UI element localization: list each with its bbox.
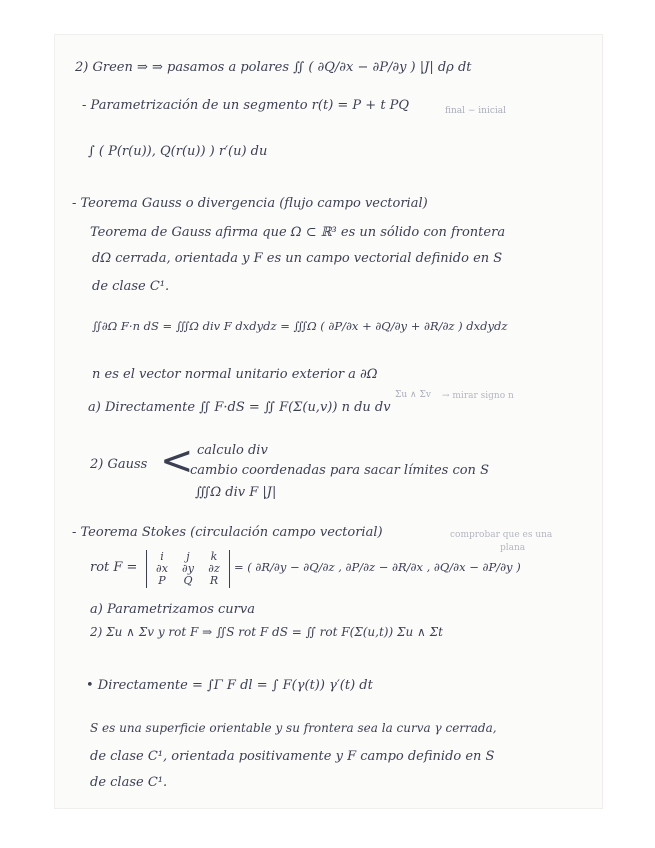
- green-line: 2) Green ⇒ ⇒ pasamos a polares ∬ ( ∂Q/∂x − ∂P/∂y ) |J| dρ dt: [75, 60, 472, 75]
- stokes-heading: - Teorema Stokes (circulación campo vectorial): [72, 525, 383, 540]
- curl-determinant: [146, 550, 230, 588]
- matrix-cell-k: k: [210, 550, 218, 563]
- matrix-cell-p: P: [158, 574, 166, 587]
- line-integral-formula: ∫ ( P(r(u)), Q(r(u)) ) r′(u) du: [88, 144, 268, 159]
- directly-line-integral: • Directamente = ∫Γ F dl = ∫ F(γ(t)) γ′(t) dt: [86, 678, 373, 693]
- curl-components: = ( ∂R/∂y − ∂Q/∂z , ∂P/∂z − ∂R/∂x , ∂Q/∂x − ∂P/∂y ): [234, 560, 521, 574]
- stokes-hypothesis-2: de clase C¹, orientada positivamente y F campo definido en S: [90, 749, 495, 764]
- parametrize-curve: a) Parametrizamos curva: [90, 602, 255, 617]
- sign-note: → mirar signo n: [442, 391, 514, 401]
- gauss-option-divergence: calculo div: [197, 443, 268, 458]
- matrix-cell-dy: ∂y: [182, 562, 194, 575]
- gauss-formula: ∬∂Ω F·n dS = ∭Ω div F dxdydz = ∭Ω ( ∂P/∂x + ∂Q/∂y + ∂R/∂z ) dxdydz: [92, 319, 508, 333]
- matrix-cell-r: R: [209, 574, 219, 587]
- matrix-cell-q: Q: [183, 574, 193, 587]
- stokes-note-2: plana: [500, 543, 526, 553]
- segment-param-note: final − inicial: [445, 106, 507, 116]
- gauss-method-label: 2) Gauss: [90, 457, 148, 472]
- gauss-statement-3: de clase C¹.: [92, 279, 170, 294]
- gauss-statement-2: dΩ cerrada, orientada y F es un campo vectorial definido en S: [92, 251, 503, 266]
- stokes-hypothesis-1: S es una superficie orientable y su frontera sea la curva γ cerrada,: [90, 721, 497, 735]
- stokes-formula: 2) Σu ∧ Σv y rot F ⇒ ∬S rot F dS = ∬ rot F(Σ(u,t)) Σu ∧ Σt: [90, 625, 443, 639]
- sigma-cross-label: Σu ∧ Σv: [395, 390, 431, 400]
- stokes-hypothesis-3: de clase C¹.: [90, 775, 168, 790]
- matrix-cell-i: i: [160, 550, 164, 563]
- gauss-heading: - Teorema Gauss o divergencia (flujo campo vectorial): [72, 196, 428, 211]
- stokes-note-1: comprobar que es una: [450, 530, 553, 540]
- matrix-cell-j: j: [186, 550, 190, 563]
- segment-param-line: - Parametrización de un segmento r(t) = P + t PQ: [82, 98, 410, 113]
- gauss-statement-1: Teorema de Gauss afirma que Ω ⊂ ℝ³ es un sólido con frontera: [90, 225, 506, 240]
- gauss-option-integral: ∭Ω div F |J|: [195, 485, 277, 500]
- matrix-cell-dz: ∂z: [208, 562, 220, 575]
- left-brace-icon: <: [160, 438, 194, 484]
- directly-method: a) Directamente ∬ F·dS = ∬ F(Σ(u,v)) n du dv: [88, 400, 391, 415]
- rot-label: rot F =: [90, 560, 138, 575]
- gauss-option-coords: cambio coordenadas para sacar límites con S: [190, 463, 489, 478]
- matrix-cell-dx: ∂x: [156, 562, 168, 575]
- normal-vector-note: n es el vector normal unitario exterior a ∂Ω: [92, 367, 378, 382]
